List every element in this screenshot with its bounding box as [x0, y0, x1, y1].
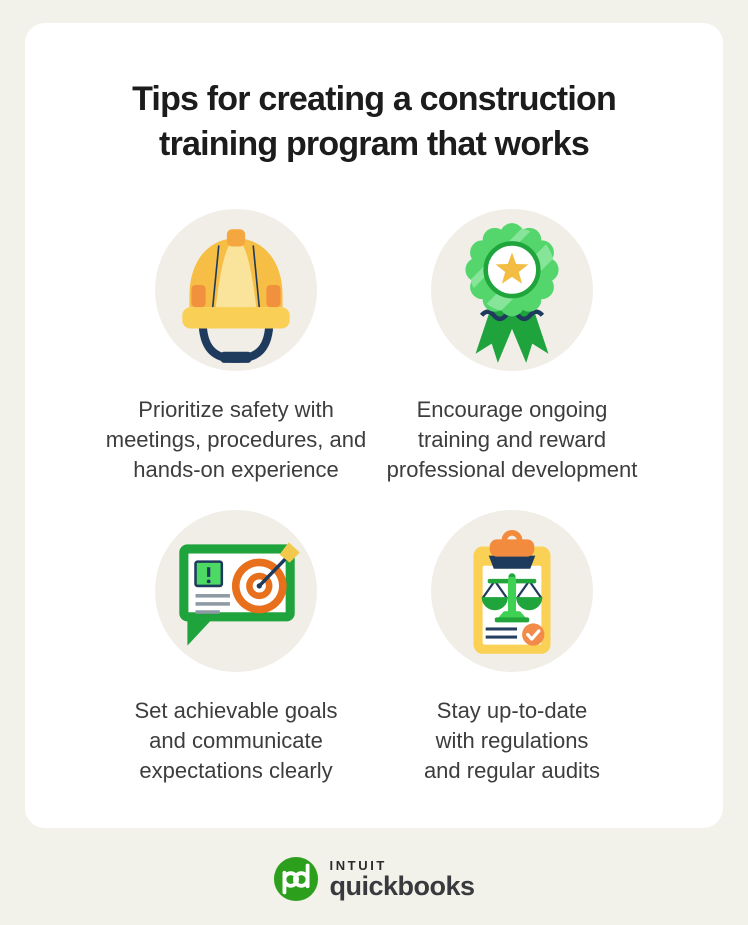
brand-wordmarks: [329, 859, 474, 900]
tip-training-reward: [377, 209, 647, 485]
hard-hat-icon: [155, 209, 317, 371]
tip-caption: [101, 395, 371, 485]
caption-line: Stay up-to-date: [436, 698, 588, 724]
caption-line: Prioritize safety with: [138, 396, 334, 422]
intuit-quickbooks-logo: [25, 856, 723, 902]
tip-caption: [101, 696, 371, 786]
caption-line: meetings, procedures, and: [105, 426, 367, 452]
goal-target-icon: [155, 510, 317, 672]
title-line: Tips for creating a construction: [132, 80, 616, 118]
title-line: training program that works: [159, 124, 589, 163]
clipboard-scales-icon: [431, 510, 593, 672]
tip-caption: [377, 696, 647, 786]
award-ribbon-graphic: [431, 209, 593, 371]
award-ribbon-icon: [431, 209, 593, 371]
caption-line: with regulations: [435, 728, 589, 754]
caption-line: expectations clearly: [139, 758, 333, 784]
infographic-card: [25, 23, 723, 828]
caption-line: hands-on experience: [133, 456, 339, 482]
tips-grid: [25, 209, 723, 786]
caption-line: and communicate: [149, 728, 323, 754]
tip-regulations-audits: [377, 510, 647, 786]
page-title: [25, 77, 723, 167]
caption-line: Encourage ongoing: [416, 396, 608, 422]
quickbooks-wordmark: quickbooks: [329, 870, 475, 901]
clipboard-scales-graphic: [431, 510, 593, 672]
tip-caption: [377, 395, 647, 485]
caption-line: Set achievable goals: [134, 698, 338, 724]
hard-hat-graphic: [155, 209, 317, 371]
qb-logomark-icon: [273, 856, 319, 902]
caption-line: training and reward: [417, 426, 607, 452]
tip-goals: [101, 510, 371, 786]
goal-target-graphic: [155, 510, 317, 672]
caption-line: professional development: [386, 456, 638, 482]
caption-line: and regular audits: [423, 758, 601, 784]
tip-safety: [101, 209, 371, 485]
intuit-wordmark: INTUIT: [329, 857, 387, 873]
